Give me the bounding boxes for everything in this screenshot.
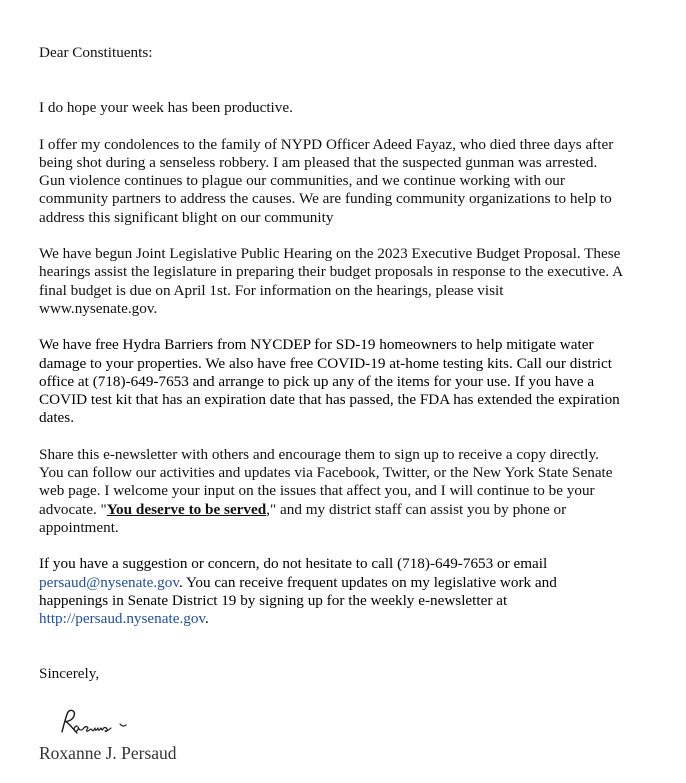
handwritten-signature <box>56 706 140 740</box>
paragraph-line: We have begun Joint Legislative Public Hearing on the 2023 Executive Budget Proposal. These <box>39 245 621 263</box>
motto-emphasis: You deserve to be served <box>106 500 267 518</box>
paragraph-line: hearings assist the legislature in preparing their budget proposals in response to the executive. A <box>39 263 624 281</box>
letter-body <box>39 44 669 684</box>
paragraph-line: final budget is due on April 1st. For information on the hearings, please visit <box>39 281 504 299</box>
paragraph-line: I offer my condolences to the family of NYPD Officer Adeed Fayaz, who died three days after <box>39 135 614 153</box>
contact-text: . You can receive frequent updates on my legislative work and <box>178 573 557 591</box>
share-paragraph <box>39 446 669 537</box>
resources-paragraph <box>39 336 669 427</box>
email-link[interactable]: persaud@nysenate.gov <box>39 573 179 591</box>
paragraph-line <box>39 501 669 519</box>
advocate-text: advocate. " <box>39 500 107 518</box>
paragraph-line: happenings in Senate District 19 by signing up for the weekly e-newsletter at <box>39 591 508 609</box>
paragraph-line: damage to your properties. We also have free COVID-19 at-home testing kits. Call our district <box>39 354 612 372</box>
signer-name: Roxanne J. Persaud <box>39 743 177 763</box>
paragraph-line: office at (718)-649-7653 and arrange to pick up any of the items for your use. If you have a <box>39 372 595 390</box>
contact-paragraph <box>39 555 669 628</box>
paragraph-line: appointment. <box>39 518 119 536</box>
contact-text-end: . <box>205 610 209 628</box>
paragraph-line: web page. I welcome your input on the issues that affect you, and I will continue to be your <box>39 482 595 500</box>
paragraph-line: community partners to address the causes. We are funding community organizations to help to <box>39 190 612 208</box>
paragraph-line: Share this e-newsletter with others and encourage them to sign up to receive a copy directly. <box>39 445 599 463</box>
paragraph-line: If you have a suggestion or concern, do not hesitate to call (718)-649-7653 or email <box>39 555 548 573</box>
salutation: Dear Constituents: <box>39 44 153 61</box>
paragraph-line: Gun violence continues to plague our communities, and we continue working with our <box>39 172 565 190</box>
condolence-paragraph <box>39 136 669 227</box>
paragraph-line: being shot during a senseless robbery. I am pleased that the suspected gunman was arrested. <box>39 153 598 171</box>
paragraph-line: You can follow our activities and updates via Facebook, Twitter, or the New York State Senate <box>39 464 613 482</box>
paragraph-line: COVID test kit that has an expiration date that has passed, the FDA has extended the expiration <box>39 391 620 409</box>
advocate-text-end: ," and my district staff can assist you by phone or <box>266 500 567 518</box>
budget-hearing-paragraph <box>39 245 669 318</box>
paragraph-line: address this significant blight on our community <box>39 208 334 226</box>
paragraph-line <box>39 574 669 592</box>
opening-paragraph: I do hope your week has been productive. <box>39 99 293 117</box>
paragraph-line: www.nysenate.gov. <box>39 299 158 317</box>
paragraph-line: dates. <box>39 409 75 427</box>
website-link[interactable]: http://persaud.nysenate.gov <box>39 610 206 628</box>
paragraph-line: We have free Hydra Barriers from NYCDEP for SD-19 homeowners to help mitigate water <box>39 336 594 354</box>
paragraph-line <box>39 610 669 628</box>
closing: Sincerely, <box>39 665 100 683</box>
